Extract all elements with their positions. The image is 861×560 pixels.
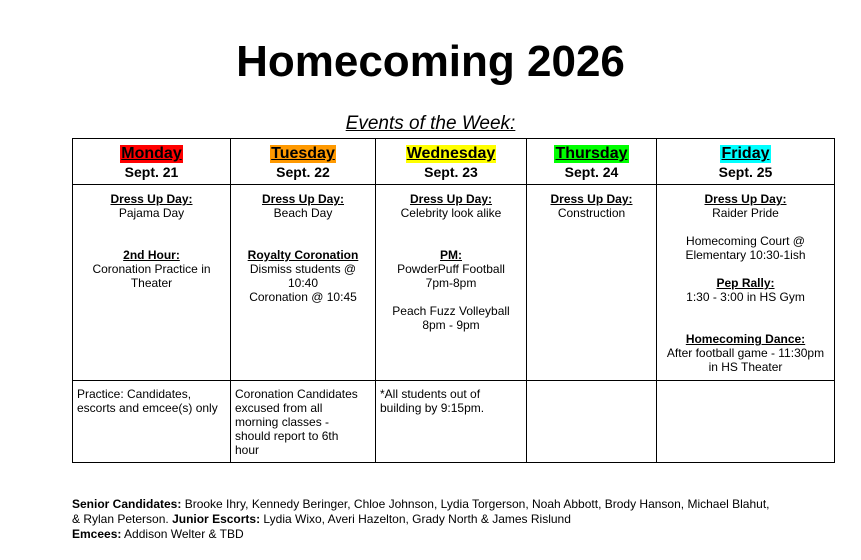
header-tuesday <box>231 139 376 185</box>
day-header-row <box>73 139 835 185</box>
senior-candidates-line <box>72 497 842 512</box>
note-line: morning classes - <box>235 415 330 429</box>
header-thursday <box>527 139 657 185</box>
senior-junior-line <box>72 512 842 527</box>
notes-tuesday <box>231 381 376 463</box>
events-friday <box>657 185 835 381</box>
events-wednesday <box>376 185 527 381</box>
note-line: excused from all <box>235 401 323 415</box>
note-line: building by 9:15pm. <box>380 401 485 415</box>
notes-wednesday <box>376 381 527 463</box>
event-line: Coronation Practice in <box>92 262 211 276</box>
event-line: Dismiss students @ <box>249 262 357 276</box>
page-subtitle: Events of the Week: <box>345 113 516 134</box>
note-line: hour <box>235 443 260 457</box>
dress-up-value: Pajama Day <box>118 206 185 220</box>
candidates-footer <box>72 497 842 542</box>
dance-line: in HS Theater <box>708 360 783 374</box>
event-line: 10:40 <box>287 276 319 290</box>
events-tuesday <box>231 185 376 381</box>
day-date-thursday: Sept. 24 <box>564 164 619 180</box>
event-line: Peach Fuzz Volleyball <box>392 304 510 318</box>
event-line: Coronation @ 10:45 <box>249 290 357 304</box>
dress-up-value: Beach Day <box>273 206 333 220</box>
dress-up-label: Dress Up Day: <box>261 192 345 206</box>
senior-candidates-text-cont: & Rylan Peterson. <box>72 512 173 526</box>
junior-escorts-text: Lydia Wixo, Averi Hazelton, Grady North & James Rislund <box>260 512 571 526</box>
day-name-wednesday: Wednesday <box>406 145 496 162</box>
notes-friday <box>657 381 835 463</box>
dress-up-label: Dress Up Day: <box>110 192 193 206</box>
events-row <box>73 185 835 381</box>
pep-rally-value: 1:30 - 3:00 in HS Gym <box>686 290 805 304</box>
notes-row <box>73 381 835 463</box>
dress-up-value: Celebrity look alike <box>400 206 502 220</box>
dance-label: Homecoming Dance: <box>685 332 806 346</box>
day-date-monday: Sept. 21 <box>124 164 179 180</box>
day-date-friday: Sept. 25 <box>718 164 773 180</box>
day-name-friday: Friday <box>721 145 770 162</box>
pep-rally-label: Pep Rally: <box>716 276 775 290</box>
dress-up-value: Construction <box>557 206 626 220</box>
event-label: 2nd Hour: <box>123 248 180 262</box>
note-line: *All students out of <box>380 387 481 401</box>
note-line: should report to 6th <box>235 429 339 443</box>
event-line: Theater <box>130 276 173 290</box>
header-friday <box>657 139 835 185</box>
event-line: 7pm-8pm <box>425 276 477 290</box>
schedule-table <box>72 138 835 463</box>
dance-line: After football game - 11:30pm <box>666 346 825 360</box>
day-name-thursday: Thursday <box>555 145 628 162</box>
header-monday <box>73 139 231 185</box>
note-line: escorts and emcee(s) only <box>77 401 218 415</box>
emcees-label: Emcees: <box>72 527 122 541</box>
event-label: Royalty Coronation <box>247 248 359 262</box>
day-date-wednesday: Sept. 23 <box>424 164 478 180</box>
dress-up-label: Dress Up Day: <box>409 192 493 206</box>
dress-up-value: Raider Pride <box>712 206 779 220</box>
emcees-text: Addison Welter & TBD <box>121 527 244 541</box>
page-title: Homecoming 2026 <box>236 37 625 86</box>
emcees-line <box>72 527 842 542</box>
events-thursday <box>527 185 657 381</box>
dress-up-label: Dress Up Day: <box>550 192 633 206</box>
court-line: Elementary 10:30-1ish <box>685 248 806 262</box>
event-line: PowderPuff Football <box>397 262 505 276</box>
day-name-tuesday: Tuesday <box>271 145 335 162</box>
event-line: 8pm - 9pm <box>422 318 480 332</box>
notes-thursday <box>527 381 657 463</box>
day-date-tuesday: Sept. 22 <box>276 164 330 180</box>
court-line: Homecoming Court @ <box>686 234 805 248</box>
dress-up-label: Dress Up Day: <box>704 192 787 206</box>
header-wednesday <box>376 139 527 185</box>
note-line: Coronation Candidates <box>235 387 358 401</box>
event-label: PM: <box>440 248 462 262</box>
junior-escorts-label: Junior Escorts: <box>172 512 261 526</box>
note-line: Practice: Candidates, <box>77 387 192 401</box>
senior-candidates-label: Senior Candidates: <box>72 497 182 511</box>
senior-candidates-text: Brooke Ihry, Kennedy Beringer, Chloe Johnson, Lydia Torgerson, Noah Abbott, Brody Hanson, Michael Blahut, <box>181 497 770 511</box>
events-monday <box>73 185 231 381</box>
notes-monday <box>73 381 231 463</box>
day-name-monday: Monday <box>121 145 182 162</box>
